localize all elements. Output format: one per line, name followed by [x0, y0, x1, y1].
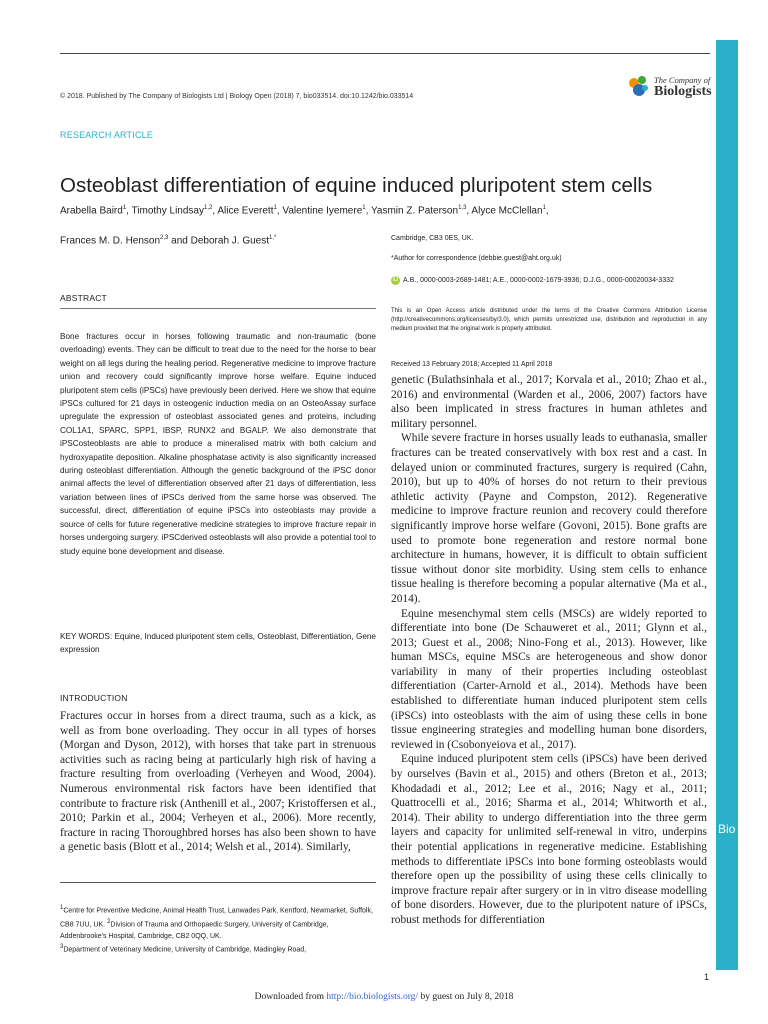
publisher-logo-mark [626, 73, 652, 101]
author-name: Timothy Lindsay [131, 205, 204, 217]
author-affil: 1,* [269, 235, 277, 241]
author-name: Frances M. D. Henson [60, 235, 161, 247]
author-name: Yasmin Z. Paterson [370, 205, 459, 217]
top-rule [60, 53, 710, 54]
abstract-text: Bone fractures occur in horses following traumatic and non-traumatic (bone overloading) events. They can be difficult to treat due to the need for the horse to bear weight on all legs during the healing period. Regenerative medicine to improve fracture union and recovery could significantly improve horse welfare. Equine induced pluripotent stem cells (iPSCs) have previously been derived. Here we show that equine iPSCs cultured for 21 days in osteogenic induction media on an OsteoAssay surface upregulate the expression of osteoblast associated genes and proteins, including COL1A1, SPARC, SPP1, IBSP, RUNX2 and BGALP. We also demonstrate that iPSCosteoblasts are able to produce a mineralised matrix with both calcium and hydroxyapatite deposition. Alkaline phosphatase activity is also significantly increased during osteoblast differentiation. Although the genetic background of the iPSC donor animal affects the level of differentiation observed after 21 days of differentiation, less variation between lines of iPSCs derived from the same horse was observed. The successful, direct, differentiation of equine iPSCs into osteoblasts may provide a source of cells for future regenerative medicine strategies to improve fracture repair in horses undergoing surgery. iPSCderived osteoblasts will also provide a potential tool to study equine bone development and disease. [60, 332, 376, 556]
page-number: 1 [704, 972, 710, 982]
download-footer: Downloaded from http://bio.biologists.org/ by guest on July 8, 2018 [254, 992, 514, 1002]
publisher-logo [626, 73, 710, 105]
paragraph: Equine induced pluripotent stem cells (iPSCs) have been derived by ourselves (Bavin et al., 2015) and others (Breton et al., 2013; Khodadadi et al., 2012; Lee et al., 2016; Nagy et al., 2011; Quattrocelli et al., 2016; Sharma et al., 2014; Whitworth et al., 2014). Their ability to undergo differentiation into the three germ layers and capacity for unlimited self-renewal in vitro, underpins their potential applications in regenerative medicine. Establishing methods to differentiate iPSCs into bone forming osteoblasts would therefore open up the possibility of using these cells clinically to improve fracture repair after surgery or in in vitro disease modelling of bone disorders. However, due to the pluripotent nature of iPSCs, robust methods for differentiation [391, 753, 707, 926]
footnote-rule [60, 882, 376, 883]
author-name: Deborah J. Guest [190, 235, 270, 247]
author-affil: 1 [362, 205, 366, 211]
logo-line-2: Biologists [654, 84, 712, 99]
paragraph: Equine mesenchymal stem cells (MSCs) are widely reported to differentiate into bone (De Schauweret et al., 2011; Glynn et al., 2013; Guest et al., 2008; Nino-Fong et al., 2013). However, like human MSCs, equine MSCs are heterogeneous and show donor variability in many of their properties including osteoblast differentiation (Carter-Arnold et al., 2014). Methods have been established to differentiate human induced pluripotent stem cells (iPSCs) into osteoblasts with the aim of using these cells in bone tissue engineering strategies and modelling human bone disorders, reviewed in (Csobonyeiova et al., 2017). [391, 607, 707, 751]
author-list-line-1: Arabella Baird$^1$, Timothy Lindsay$^{1,2}$, Alice Everett$^1$, Valentine Iyemere$^1$, Yasmin Z. Paterson$^{1,3}$, Alyce McClellan$^1$, [60, 205, 549, 217]
author-affil: 2,3 [160, 235, 169, 241]
download-link[interactable]: http://bio.biologists.org/ [326, 992, 419, 1002]
article-type: RESEARCH ARTICLE [60, 130, 154, 140]
affiliation-continued: Cambridge, CB3 0ES, UK. [391, 235, 474, 242]
corresponding-author: *Author for correspondence (debbie.guest@aht.org.uk) [391, 255, 562, 262]
orcid-text: A.B., 0000-0003-2689-1481; A.E., 0000-0002-1679-3936; D.J.G., 0000-00020034-3332 [403, 277, 674, 284]
side-band-label: Bio [718, 822, 736, 836]
orcid-icon: iD [392, 276, 399, 283]
abstract-heading: ABSTRACT [60, 293, 107, 303]
affiliation-item: $^3$Department of Veterinary Medicine, University of Cambridge, Madingley Road, [60, 944, 307, 954]
author-affil: 1 [542, 205, 546, 211]
author-name: Valentine Iyemere [282, 205, 363, 217]
received-dates: Received 13 February 2018; Accepted 11 April 2018 [391, 361, 553, 368]
author-name: Alyce McClellan [471, 205, 543, 217]
main-text-column-2 [391, 373, 707, 928]
author-name: Arabella Baird [60, 205, 123, 217]
logo-line-1: The Company of [654, 75, 711, 85]
keywords: KEY WORDS: Equine, Induced pluripotent stem cells, Osteoblast, Differentiation, Gene expression [60, 632, 376, 655]
copyright-line: © 2018. Published by The Company of Biologists Ltd | Biology Open (2018) 7, bio033514. doi:10.1242/bio.033514 [60, 93, 414, 100]
author-affil: 1 [273, 205, 277, 211]
author-list-line-2: Frances M. D. Henson$^{2,3}$ and Deborah J. Guest$^{1,*}$ [60, 235, 277, 247]
author-affil: 1,3 [458, 205, 467, 211]
author-affil: 1 [122, 205, 127, 211]
license-note: This is an Open Access article distributed under the terms of the Creative Commons Attribution License (http://creativecommons.org/licenses/by/3.0), which permits unrestricted use, distribution and reproduction in any medium provided that the original work is properly attributed. [391, 308, 707, 332]
article-title: Osteoblast differentiation of equine induced pluripotent stem cells [60, 174, 653, 197]
affiliations [60, 903, 376, 956]
author-name: Alice Everett [217, 205, 274, 217]
paragraph: genetic (Bulathsinhala et al., 2017; Korvala et al., 2010; Zhao et al., 2016) and environmental (Warden et al., 2006, 2007) factors have also been implicated in stress fractures in human athletes and military personnel. [391, 374, 707, 430]
introduction-heading: INTRODUCTION [60, 693, 128, 703]
author-affil: 1,2 [203, 205, 213, 211]
orcid-ids [391, 275, 707, 287]
introduction-text: Fractures occur in horses from a direct trauma, such as a kick, as well as from bone overloading. They occur in all types of horses (Morgan and Dyson, 2012), with horses that take part in strenuous activities such as racing being at particularly high risk of having a fracture resulting from overloading (Verheyen and Wood, 2004). Numerous environmental risk factors have been identified that contribute to fracture risk (Anthenill et al., 2007; Kristoffersen et al., 2010; Parkin et al., 2004; Verheyen et al., 2006). More recently, fracture in racing Thoroughbred horses has also been shown to have a genetic basis (Blott et al., 2014; Welsh et al., 2014). Similarly, [60, 710, 376, 854]
affiliation-item: $^1$Centre for Preventive Medicine, Animal Health Trust, Lanwades Park, Kentford, Newmarket, Suffolk, CB8 7UU, UK. $^2$Division of Trauma and Orthopaedic Surgery, University of Cambridge, Addenbrooke's Hospital, Cambridge, CB2 0QQ, UK. [60, 905, 373, 940]
abstract-rule [60, 308, 376, 309]
paragraph: While severe fracture in horses usually leads to euthanasia, smaller fractures can be treated conservatively with box rest and a cast. In delayed union or comminuted fractures, surgery is required (Cahn, 2010), but up to 40% of horses do not return to their previous athletic activity (Payne and Compston, 2012). Regenerative medicine to improve fracture reunion and recovery could therefore significantly improve horse welfare (Govoni, 2015). Bone grafts are used to promote bone regeneration and restore normal bone architecture in humans, however, it is difficult to obtain sufficient tissue without donor site morbidity. Using stem cells to enhance tissue healing is therefore becoming a popular alternative (Ma et al., 2014). [391, 432, 707, 605]
